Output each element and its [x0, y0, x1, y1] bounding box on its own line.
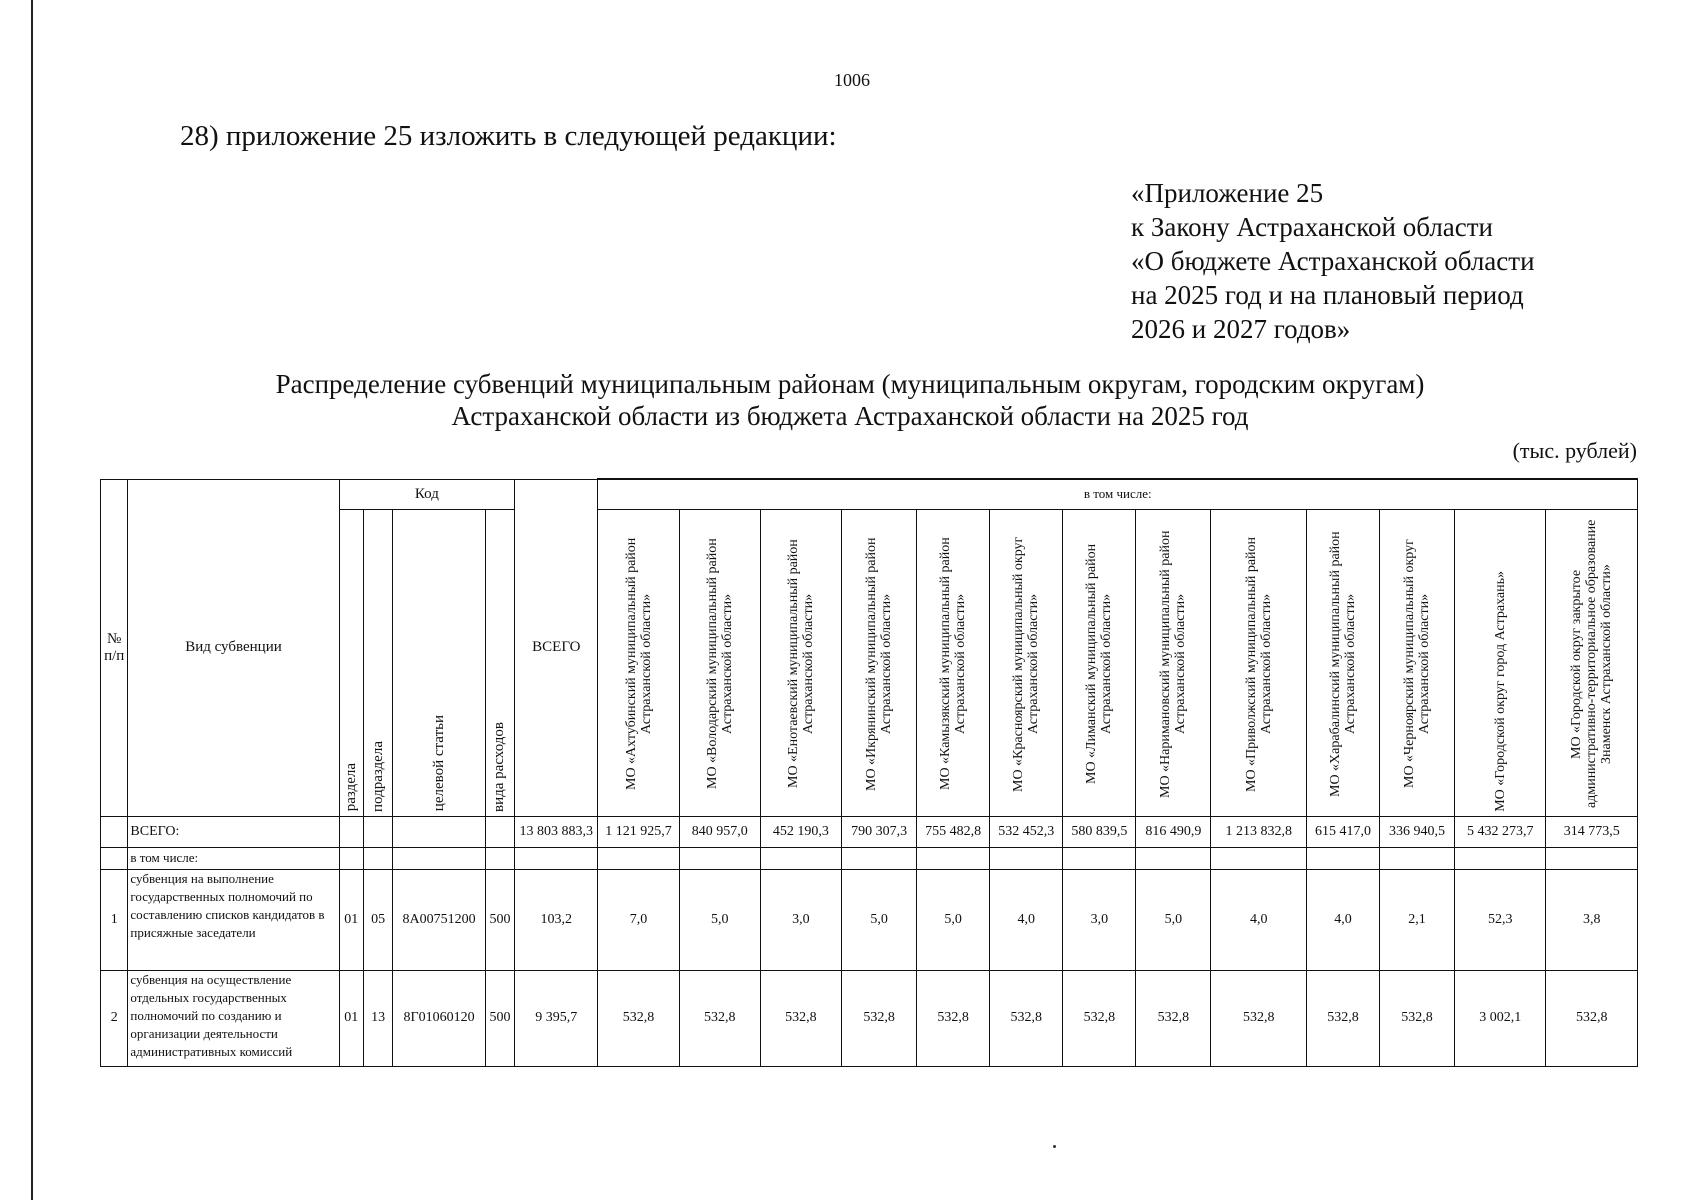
- page-number: 1006: [834, 70, 870, 90]
- header-code-expense: вида расходов: [485, 509, 514, 816]
- annex-line: «Приложение 25: [1131, 178, 1324, 208]
- row-value: 5,0: [842, 869, 917, 970]
- row-total: 9 395,7: [515, 970, 598, 1066]
- row-value: 7,0: [598, 869, 679, 970]
- row-value: 4,0: [1306, 869, 1379, 970]
- header-num: № п/п: [101, 479, 128, 816]
- total-value: 532 452,3: [990, 816, 1063, 847]
- row-value: 52,3: [1455, 869, 1546, 970]
- total-value: 452 190,3: [760, 816, 841, 847]
- row-value: 2,1: [1379, 869, 1454, 970]
- row-subsection: 13: [363, 970, 392, 1066]
- total-num-cell: [101, 816, 128, 847]
- row-desc: субвенция на осуществление отдельных государственных полномочий по созданию и организации деятельности административных комиссий: [128, 970, 339, 1066]
- total-value: 615 417,0: [1306, 816, 1379, 847]
- annex-header: [1131, 176, 1535, 346]
- document-title: [150, 368, 1550, 432]
- total-value: 755 482,8: [917, 816, 990, 847]
- empty-cell: [1455, 847, 1546, 869]
- including-row: [101, 847, 1638, 869]
- annex-line: к Закону Астраханской области: [1131, 212, 1494, 242]
- unit-label: (тыс. рублей): [1512, 438, 1637, 463]
- empty-cell: [990, 847, 1063, 869]
- row-value: 532,8: [917, 970, 990, 1066]
- table-row: [101, 869, 1638, 970]
- row-value: 5,0: [1136, 869, 1211, 970]
- row-desc: субвенция на выполнение государственных полномочий по составлению списков кандидатов в присяжные заседатели: [128, 869, 339, 970]
- row-value: 532,8: [679, 970, 760, 1066]
- header-including: в том числе:: [598, 479, 1638, 509]
- total-row: [101, 816, 1638, 847]
- total-sum: 13 803 883,3: [515, 816, 598, 847]
- intro-text: 28) приложение 25 изложить в следующей редакции:: [180, 120, 837, 152]
- empty-cell: [101, 847, 128, 869]
- row-value: 3 002,1: [1455, 970, 1546, 1066]
- row-num: 1: [101, 869, 128, 970]
- row-value: 532,8: [990, 970, 1063, 1066]
- row-value: 4,0: [1211, 869, 1306, 970]
- total-value: 1 121 925,7: [598, 816, 679, 847]
- empty-cell: [679, 847, 760, 869]
- row-value: 3,0: [1063, 869, 1136, 970]
- row-subsection: 05: [363, 869, 392, 970]
- row-section: 01: [339, 869, 363, 970]
- annex-line: 2026 и 2027 годов»: [1131, 314, 1351, 344]
- header-district: МО «Городской округ закрытое административно-территориальное образование Знаменск Астраханской области»: [1546, 509, 1638, 816]
- total-value: 1 213 832,8: [1211, 816, 1306, 847]
- header-code: Код: [339, 479, 515, 509]
- header-code-target: целевой статьи: [393, 509, 485, 816]
- header-district: МО «Ахтубинский муниципальный район Астраханской области»: [598, 509, 679, 816]
- empty-cell: [1306, 847, 1379, 869]
- row-value: 532,8: [1546, 970, 1638, 1066]
- total-value: 790 307,3: [842, 816, 917, 847]
- including-label: в том числе:: [128, 847, 339, 869]
- row-num: 2: [101, 970, 128, 1066]
- row-target: 8Г01060120: [393, 970, 485, 1066]
- row-value: 5,0: [917, 869, 990, 970]
- row-value: 532,8: [1379, 970, 1454, 1066]
- row-value: 3,0: [760, 869, 841, 970]
- row-expense: 500: [485, 869, 514, 970]
- empty-cell: [393, 847, 485, 869]
- header-district: МО «Черноярский муниципальный округ Астраханской области»: [1379, 509, 1454, 816]
- total-value: 5 432 273,7: [1455, 816, 1546, 847]
- header-district: МО «Володарский муниципальный район Астраханской области»: [679, 509, 760, 816]
- row-value: 5,0: [679, 869, 760, 970]
- row-value: 532,8: [842, 970, 917, 1066]
- stray-dot: [1053, 1145, 1056, 1148]
- row-value: 532,8: [598, 970, 679, 1066]
- header-code-subsection: подраздела: [363, 509, 392, 816]
- header-type: Вид субвенции: [128, 479, 339, 816]
- header-total: ВСЕГО: [515, 479, 598, 816]
- row-value: 532,8: [1136, 970, 1211, 1066]
- header-district: МО «Камызякский муниципальный район Астраханской области»: [917, 509, 990, 816]
- row-total: 103,2: [515, 869, 598, 970]
- total-value: 840 957,0: [679, 816, 760, 847]
- table-row: [101, 970, 1638, 1066]
- header-district: МО «Икрянинский муниципальный район Астраханской области»: [842, 509, 917, 816]
- row-value: 532,8: [1063, 970, 1136, 1066]
- header-district: МО «Лиманский муниципальный район Астраханской области»: [1063, 509, 1136, 816]
- empty-cell: [1211, 847, 1306, 869]
- empty-cell: [363, 847, 392, 869]
- title-line: Распределение субвенций муниципальным районам (муниципальным округам, городским округам): [275, 369, 1425, 399]
- empty-cell: [917, 847, 990, 869]
- empty-cell: [760, 847, 841, 869]
- empty-cell: [1546, 847, 1638, 869]
- header-district: МО «Енотаевский муниципальный район Астраханской области»: [760, 509, 841, 816]
- empty-cell: [1063, 847, 1136, 869]
- empty-cell: [485, 847, 514, 869]
- total-value: 580 839,5: [1063, 816, 1136, 847]
- header-district: МО «Красноярский муниципальный округ Астраханской области»: [990, 509, 1063, 816]
- empty-cell: [393, 816, 485, 847]
- title-line: Астраханской области из бюджета Астраханской области на 2025 год: [451, 401, 1249, 431]
- empty-cell: [339, 847, 363, 869]
- total-value: 314 773,5: [1546, 816, 1638, 847]
- row-value: 532,8: [1211, 970, 1306, 1066]
- left-margin-line: [31, 0, 33, 1200]
- row-value: 3,8: [1546, 869, 1638, 970]
- empty-cell: [515, 847, 598, 869]
- annex-line: на 2025 год и на плановый период: [1131, 280, 1524, 310]
- row-value: 4,0: [990, 869, 1063, 970]
- empty-cell: [842, 847, 917, 869]
- total-value: 336 940,5: [1379, 816, 1454, 847]
- row-section: 01: [339, 970, 363, 1066]
- row-expense: 500: [485, 970, 514, 1066]
- row-target: 8А00751200: [393, 869, 485, 970]
- row-value: 532,8: [760, 970, 841, 1066]
- total-label: ВСЕГО:: [128, 816, 339, 847]
- empty-cell: [1379, 847, 1454, 869]
- total-value: 816 490,9: [1136, 816, 1211, 847]
- empty-cell: [363, 816, 392, 847]
- header-district: МО «Приволжский муниципальный район Астраханской области»: [1211, 509, 1306, 816]
- empty-cell: [485, 816, 514, 847]
- empty-cell: [598, 847, 679, 869]
- header-district: МО «Городской округ город Астрахань»: [1455, 509, 1546, 816]
- empty-cell: [339, 816, 363, 847]
- subventions-table: [100, 478, 1638, 1067]
- row-value: 532,8: [1306, 970, 1379, 1066]
- header-code-section: раздела: [339, 509, 363, 816]
- annex-line: «О бюджете Астраханской области: [1131, 246, 1535, 276]
- header-district: МО «Наримановский муниципальный район Астраханской области»: [1136, 509, 1211, 816]
- header-district: МО «Харабалинский муниципальный район Астраханской области»: [1306, 509, 1379, 816]
- empty-cell: [1136, 847, 1211, 869]
